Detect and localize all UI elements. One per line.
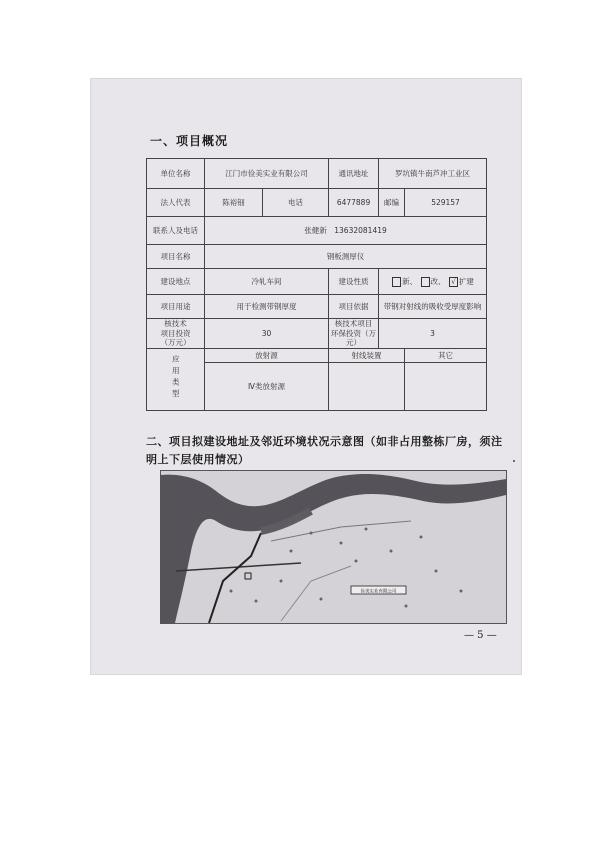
basis-label: 项目依据 [329, 295, 379, 319]
invest-value: 30 [205, 319, 329, 349]
postcode-value: 529157 [405, 189, 487, 217]
phone-label: 电话 [263, 189, 329, 217]
new-checkbox [392, 277, 401, 287]
env-invest-label: 核技术项目 环保投资（万元） [329, 319, 379, 349]
legal-label: 法人代表 [147, 189, 205, 217]
unit-label: 单位名称 [147, 159, 205, 189]
col-source: 放射源 [205, 349, 329, 363]
purpose-value: 用于检测带钢厚度 [205, 295, 329, 319]
env-invest-value: 3 [379, 319, 487, 349]
purpose-label: 项目用途 [147, 295, 205, 319]
col-other: 其它 [405, 349, 487, 363]
company-label: 俭美实业有限公司 [360, 589, 397, 595]
nature-label: 建设性质 [329, 269, 379, 295]
map-graphic [161, 471, 506, 623]
location-map [160, 470, 507, 624]
section-2-title: 二、项目拟建设地址及邻近环境状况示意图（如非占用整栋厂房，须注明上下层使用情况） [146, 435, 503, 466]
site-label: 建设地点 [147, 269, 205, 295]
address-label: 通讯地址 [329, 159, 379, 189]
project-info-table [146, 158, 487, 411]
project-label: 项目名称 [147, 245, 205, 269]
source-value: Ⅳ类放射源 [205, 363, 329, 411]
scan-speck [513, 460, 515, 462]
legal-value: 陈裕钿 [205, 189, 263, 217]
section-1-title: 一、项目概况 [150, 134, 229, 148]
phone-value: 6477889 [329, 189, 379, 217]
expand-checkbox: √ [449, 277, 458, 287]
contact-value: 张健新 13632081419 [205, 217, 487, 245]
project-value: 钢板测厚仪 [205, 245, 487, 269]
basis-value: 带钢对射线的吸收受厚度影响 [379, 295, 487, 319]
other-value [405, 363, 487, 411]
type-label-cell [147, 349, 205, 411]
contact-label: 联系人及电话 [147, 217, 205, 245]
postcode-label: 邮编 [379, 189, 405, 217]
col-device: 射线装置 [329, 349, 405, 363]
modify-checkbox [421, 277, 430, 287]
address-value: 罗坑镇牛南芦冲工业区 [379, 159, 487, 189]
page-number: — 5 — [464, 630, 497, 641]
type-label: 应用类型 [171, 355, 181, 402]
device-value [329, 363, 405, 411]
site-value: 冷轧车间 [205, 269, 329, 295]
nature-options: 新、 改、 √ 扩建 [379, 269, 487, 295]
unit-value: 江门市俭美实业有限公司 [205, 159, 329, 189]
invest-label: 核技术 项目投资 （万元） [147, 319, 205, 349]
